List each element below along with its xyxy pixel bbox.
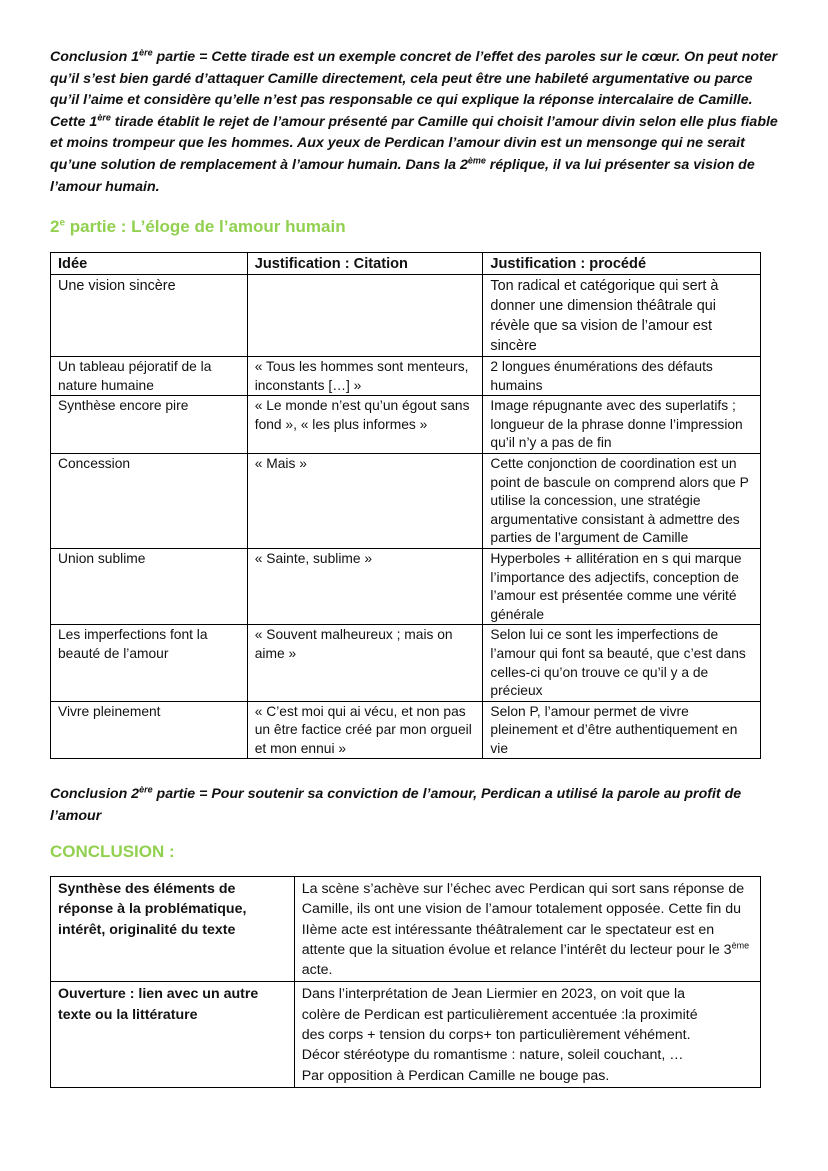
table-row xyxy=(51,453,761,548)
synthesis-label: Synthèse des éléments de réponse à la problématique, intérêt, originalité du texte xyxy=(51,877,295,982)
cell-idea: Concession xyxy=(51,453,248,548)
opening-text: Dans l’interprétation de Jean Liermier en 2023, on voit que la colère de Perdican est particulièrement accentuée :la proximité des corps + tension du corps+ ton particulièrement véhément. Décor stéréotype du romantisme : nature, soleil couchant, … Par opposition à Perdican Camille ne bouge pas. xyxy=(294,982,760,1087)
cell-device: Ton radical et catégorique qui sert à donner une dimension théâtrale qui révèle que sa vision de l’amour est sincère xyxy=(483,275,761,357)
table-header-row xyxy=(51,253,761,275)
cell-device: 2 longues énumérations des défauts humains xyxy=(483,357,761,396)
cell-device: Image répugnante avec des superlatifs ; longueur de la phrase donne l’impression qu’il n’y a pas de fin xyxy=(483,396,761,454)
conclusion-part2: Conclusion 2ère partie = Pour soutenir sa conviction de l’amour, Perdican a utilisé la parole au profit de l’amour xyxy=(50,784,742,824)
header-quote: Justification : Citation xyxy=(247,253,483,275)
cell-idea: Synthèse encore pire xyxy=(51,396,248,454)
header-device: Justification : procédé xyxy=(483,253,761,275)
cell-quote: « Souvent malheureux ; mais on aime » xyxy=(247,625,483,701)
conclusion-part1: Conclusion 1ère partie = Cette tirade est un exemple concret de l’effet des paroles sur le cœur. On peut noter qu’il s’est bien gardé d’attaquer Camille directement, cela peut être une habileté argumentative ou parce qu’il l’aime et considère qu’elle n’est pas responsable ce qui explique la réponse intercalaire de Camille. Cette 1ère tirade établit le rejet de l’amour présenté par Camille qui choisit l’amour divin selon elle plus fiable et moins trompeur que les hommes. Aux yeux de Perdican l’amour divin est un mensonge qui ne serait qu’une solution de remplacement à l’amour humain. Dans la 2ème réplique, il va lui présenter sa vision de l’amour humain. xyxy=(50,47,778,195)
synthesis-text: La scène s’achève sur l’échec avec Perdican qui sort sans réponse de Camille, ils ont une vision de l’amour totalement opposée. Cette fin du IIème acte est intéressante théâtralement car le spectateur est en attente que la situation évolue et relance l’intérêt du lecteur pour le 3ème acte. xyxy=(294,877,760,982)
cell-quote xyxy=(247,275,483,357)
cell-quote: « Le monde n’est qu’un égout sans fond », « les plus informes » xyxy=(247,396,483,454)
cell-device: Cette conjonction de coordination est un point de bascule on comprend alors que P utilise la concession, une stratégie argumentative consistant à admettre des parties de l’argument de Camille xyxy=(483,453,761,548)
table-row xyxy=(51,396,761,454)
cell-quote: « Tous les hommes sont menteurs, inconstants […] » xyxy=(247,357,483,396)
table-row xyxy=(51,877,761,982)
cell-idea: Vivre pleinement xyxy=(51,701,248,759)
opening-label: Ouverture : lien avec un autre texte ou la littérature xyxy=(51,982,295,1087)
table-row xyxy=(51,982,761,1087)
cell-idea: Les imperfections font la beauté de l’amour xyxy=(51,625,248,701)
cell-quote: « Sainte, sublime » xyxy=(247,548,483,624)
table-row xyxy=(51,625,761,701)
table-row xyxy=(51,275,761,357)
header-idea: Idée xyxy=(51,253,248,275)
analysis-table xyxy=(50,252,761,759)
table-row xyxy=(51,701,761,759)
cell-idea: Une vision sincère xyxy=(51,275,248,357)
cell-idea: Union sublime xyxy=(51,548,248,624)
table-row xyxy=(51,357,761,396)
conclusion-heading: CONCLUSION : xyxy=(50,842,175,861)
cell-quote: « C’est moi qui ai vécu, et non pas un être factice créé par mon orgueil et mon ennui » xyxy=(247,701,483,759)
cell-device: Selon lui ce sont les imperfections de l’amour qui font sa beauté, que c’est dans celles-ci qu’on trouve ce qu’il y a de précieux xyxy=(483,625,761,701)
cell-idea: Un tableau péjoratif de la nature humaine xyxy=(51,357,248,396)
cell-device: Selon P, l’amour permet de vivre pleinement et d’être authentiquement en vie xyxy=(483,701,761,759)
cell-quote: « Mais » xyxy=(247,453,483,548)
table-row xyxy=(51,548,761,624)
cell-device: Hyperboles + allitération en s qui marque l’importance des adjectifs, conception de l’amour est présentée comme une vérité générale xyxy=(483,548,761,624)
part2-heading: 2e partie : L’éloge de l’amour humain xyxy=(50,217,346,236)
conclusion-table xyxy=(50,876,761,1088)
